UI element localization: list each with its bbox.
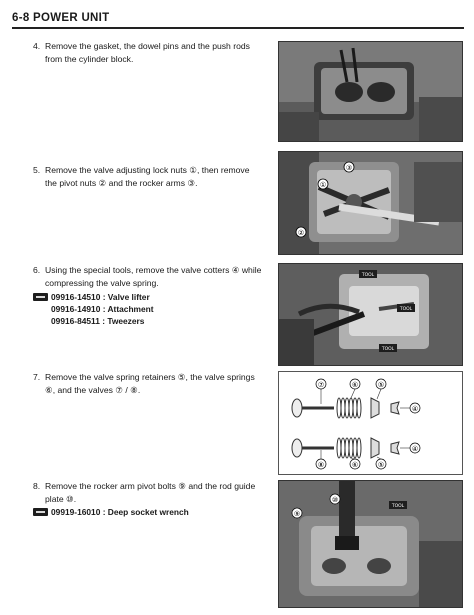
tool-list-8 — [33, 506, 189, 518]
callout-6: ⑥ — [351, 461, 359, 469]
tool-line: 09916-84511 : Tweezers — [51, 316, 145, 326]
step-8 — [33, 480, 263, 505]
step-5 — [33, 164, 263, 189]
step-number: 5. — [33, 165, 41, 175]
tool-icon — [33, 508, 48, 516]
callout-4: ④ — [411, 405, 419, 413]
step-text: Remove the valve adjusting lock nuts ①, then remove the pivot nuts ② and the rocker arms ③. — [45, 165, 250, 188]
step-text: Remove the valve spring retainers ⑤, the valve springs ⑥, and the valves ⑦ / ⑧. — [45, 372, 255, 395]
step-text: Remove the gasket, the dowel pins and the push rods from the cylinder block. — [45, 41, 250, 64]
step-text: Remove the rocker arm pivot bolts ⑨ and the rod guide plate ⑩. — [45, 481, 256, 504]
page-header — [12, 10, 464, 32]
callout-3: ③ — [345, 164, 353, 172]
callout-9: ⑨ — [293, 510, 301, 518]
callout-1: ① — [319, 181, 327, 189]
step-number: 8. — [33, 481, 41, 491]
callout-10: ⑩ — [331, 496, 339, 504]
callout-tool: TOOL — [361, 273, 375, 278]
callout-8: ⑧ — [317, 461, 325, 469]
photo-pivot-bolts — [278, 480, 463, 608]
callout-4: ④ — [411, 445, 419, 453]
tool-list-6 — [33, 291, 154, 327]
photo-rocker-arms — [278, 151, 463, 255]
step-text: Using the special tools, remove the valve cotters ④ while compressing the valve spring. — [45, 265, 262, 288]
tool-line: 09916-14910 : Attachment — [51, 304, 154, 314]
callout-tool: TOOL — [391, 504, 405, 509]
step-6 — [33, 264, 263, 289]
callout-5: ⑤ — [377, 381, 385, 389]
callout-6: ⑥ — [351, 381, 359, 389]
diagram-valve-components — [278, 371, 463, 475]
tool-line: 09916-14510 : Valve lifter — [33, 291, 154, 303]
page-title: 6-8 POWER UNIT — [12, 12, 110, 24]
callout-5: ⑤ — [377, 461, 385, 469]
callout-tool: TOOL — [399, 307, 413, 312]
tool-line: 09919-16010 : Deep socket wrench — [33, 506, 189, 518]
step-number: 6. — [33, 265, 41, 275]
tool-icon — [33, 293, 48, 301]
step-7 — [33, 371, 263, 396]
photo-cylinder-block — [278, 41, 463, 142]
header-rule — [12, 27, 464, 29]
callout-tool: TOOL — [381, 347, 395, 352]
callout-2: ② — [297, 229, 305, 237]
callout-7: ⑦ — [317, 381, 325, 389]
step-number: 4. — [33, 41, 41, 51]
step-number: 7. — [33, 372, 41, 382]
step-4 — [33, 40, 263, 65]
photo-valve-lifter — [278, 263, 463, 366]
